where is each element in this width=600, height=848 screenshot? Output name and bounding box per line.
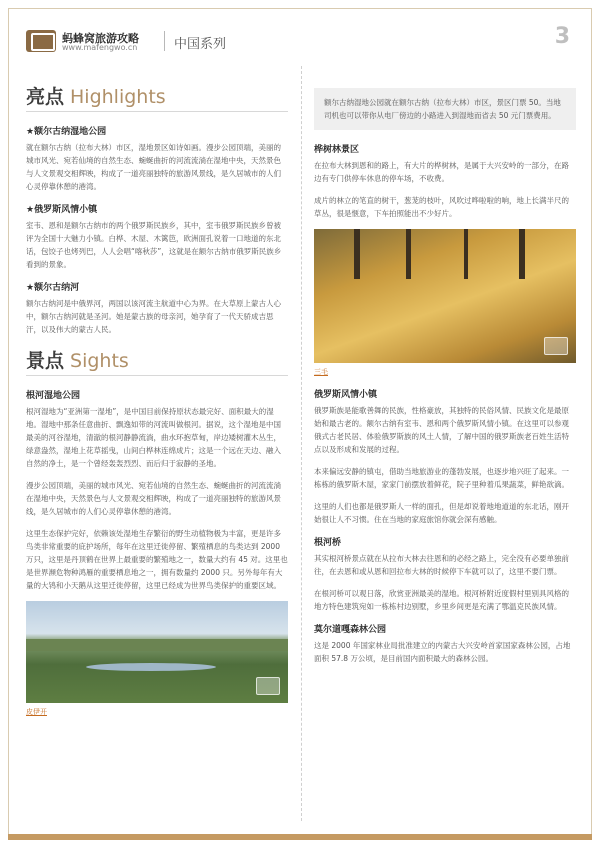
sight-paragraph: 其实根河桥景点就在从拉布大林去往恩和的必经之路上，完全没有必要单独前往，在去恩和或从恩和回拉布大林的时候停下车就可以了，这里不要门票。 <box>314 554 569 576</box>
watermark-icon <box>256 677 280 695</box>
tip-text: 额尔古纳湿地公园就在额尔古纳（拉布大林）市区，景区门票 50。当地司机也可以带你从电厂傍边的小路进入到湿地而省去 50 元门票费用。 <box>324 98 561 120</box>
brand-url: www.mafengwo.cn <box>62 43 138 52</box>
watermark-icon <box>544 337 568 355</box>
sight-title: 莫尔道嘎森林公园 <box>314 625 387 635</box>
highlights-heading <box>26 82 288 112</box>
sight-title: 桦树林景区 <box>314 145 360 155</box>
highlight-item <box>26 280 288 336</box>
sights-title-cn: 景点 <box>26 350 65 372</box>
sight-paragraph: 根河湿地为“亚洲第一湿地”，是中国目前保持原状态最完好、面积最大的湿地。湿地中那条任意曲折、飘逸如带的河流叫做根河。据说，这个湿地是中国最美的河谷湿地，清澈的根河静静流淌，曲水环抱草甸，岸边矮树灌木丛生，绿意盎然，湿地上花草摇曳，山间白桦林连绵成片；这是一个远在天边、融入自然的净土，是一个曾经轰轰烈烈、而后归于寂静的圣地。 <box>26 407 281 468</box>
highlight-title: ★额尔古纳湿地公园 <box>26 127 107 137</box>
sight-item <box>314 535 576 613</box>
sight-title: 俄罗斯风情小镇 <box>314 390 378 400</box>
highlights-title-cn: 亮点 <box>26 86 65 108</box>
mafengwo-logo-icon <box>26 30 56 52</box>
tip-box <box>314 88 576 130</box>
highlight-text: 室韦、恩和是额尔古纳市的两个俄罗斯民族乡，其中，室韦俄罗斯民族乡曾被评为全国十大魅力小镇。白桦、木屋、木篱笆，欧洲面孔说着一口地道的东北话，包饺子也烤列巴，人人会唱“喀秋莎”，这就是在额尔古纳市俄罗斯民族乡看到的景象。 <box>26 221 282 269</box>
sight-paragraph: 本来偏远安静的镇屯，借助当地旅游业的蓬勃发展，也逐步地兴旺了起来。一栋栋的俄罗斯木屋，家家门前摆放着鲜花，院子里种着瓜果蔬菜，鲜艳欲滴。 <box>314 467 569 489</box>
highlight-item <box>26 202 288 271</box>
birch-forest-photo <box>314 229 576 363</box>
header-separator <box>164 31 165 51</box>
sight-item <box>26 388 288 592</box>
sight-item <box>314 622 576 665</box>
sight-title: 根河桥 <box>314 538 342 548</box>
photo-credit-link[interactable]: 三毛 <box>314 368 328 376</box>
brand-name: 蚂蜂窝旅游攻略 <box>62 32 139 45</box>
sight-paragraph: 成片的林立的笔直的树干，葱茏的枝叶，风吹过哗啦啦的响，地上长满半尺的草丛，很是惬意，下车拍照能出不少好片。 <box>314 196 569 218</box>
highlight-item <box>26 124 288 193</box>
sight-paragraph: 这是 2000 年国家林业局批准建立的内蒙古大兴安岭首家国家森林公园，占地面积 57.8 万公顷，是目前国内面积最大的森林公园。 <box>314 641 571 663</box>
bottom-color-strip <box>8 834 592 840</box>
sight-paragraph: 在拉布大林到恩和的路上，有大片的桦树林，是属于大兴安岭的一部分，在路边有专门供停车休息的停车场，不收费。 <box>314 161 569 183</box>
sight-paragraph: 在根河桥可以观日落，欣赏亚洲最美的湿地。根河桥附近度假村里别具风格的地方特色建筑宛如一栋栋村边别墅，乡里乡间更是充满了鄂温克民族风情。 <box>314 589 569 611</box>
sights-heading <box>26 346 288 376</box>
sight-paragraph: 这里生态保护完好，依赖该处湿地生存繁衍的野生动植物极为丰富，更是许多鸟类非常重要的庇护场所，每年在这里迁徙停留、繁殖栖息的鸟类达到 2000 万只，这里是丹顶鹤在世界上最重要的繁殖地之一，数量大约有 45 对。这里也是世界濒危物种鸿雁的重要栖息地之一，拥有数量约 2000 只。另外每年有大量的大鸨和小天鹅从这里迁徙停留，这里已经成为世界鸟类保护的重要区域。 <box>26 529 288 590</box>
sight-item <box>314 387 576 526</box>
sight-paragraph: 这里的人们也都是俄罗斯人一样的面孔，但是却说着地地道道的东北话，刚开始很让人不习惯。住在当地的家庭旅馆你就会深有感触。 <box>314 502 569 524</box>
page-header <box>26 24 576 54</box>
page-number: 3 <box>554 24 570 49</box>
wetland-photo <box>26 601 288 703</box>
sight-item <box>314 142 576 220</box>
sight-title: 根河湿地公园 <box>26 391 81 401</box>
photo-credit-link[interactable]: 皮伊开 <box>26 708 47 716</box>
left-column <box>26 82 288 727</box>
column-divider <box>301 66 302 821</box>
highlight-text: 额尔古纳河是中俄界河，两国以该河流主航道中心为界。在大草原上蒙古人心中，额尔古纳河就是圣河。她是蒙古族的母亲河，她孕育了一代天骄成吉思汗，以及伟大的蒙古人民。 <box>26 299 281 334</box>
highlight-title: ★俄罗斯风情小镇 <box>26 205 98 215</box>
sight-paragraph: 漫步公园顶端，美丽的城市风光、宛若仙境的自然生态、蜿蜒曲折的河流流淌在湿地中央，天然景色与人文景观交相辉映，构成了一道亮丽独特的旅游风景线，是久居城市的人们心灵停靠休憩的港湾。 <box>26 481 281 516</box>
highlights-title-en: Highlights <box>70 86 166 108</box>
sight-paragraph: 俄罗斯族是能歌善舞的民族，性格豪放，其独特的民俗风情、民族文化是最原始和最古老的。额尔古纳有室韦、恩和两个俄罗斯风情小镇。在这里可以参观俄式古老民居、体验俄罗斯族的风土人情，了解中国的俄罗斯族老百姓生活特点以及形成和发展的过程。 <box>314 406 569 454</box>
sights-title-en: Sights <box>70 350 129 372</box>
right-column <box>314 88 576 674</box>
highlight-text: 就在额尔古纳（拉布大林）市区，湿地景区如诗如画。漫步公园顶端，美丽的城市风光、宛若仙境的自然生态、蜿蜒曲折的河流流淌在湿地中央，天然景色与人文景观交相辉映，构成了一道亮丽独特的旅游风景线，是久居城市的人们心灵停靠休憩的港湾。 <box>26 143 281 191</box>
series-title: 中国系列 <box>174 37 227 52</box>
highlight-title: ★额尔古纳河 <box>26 283 80 293</box>
